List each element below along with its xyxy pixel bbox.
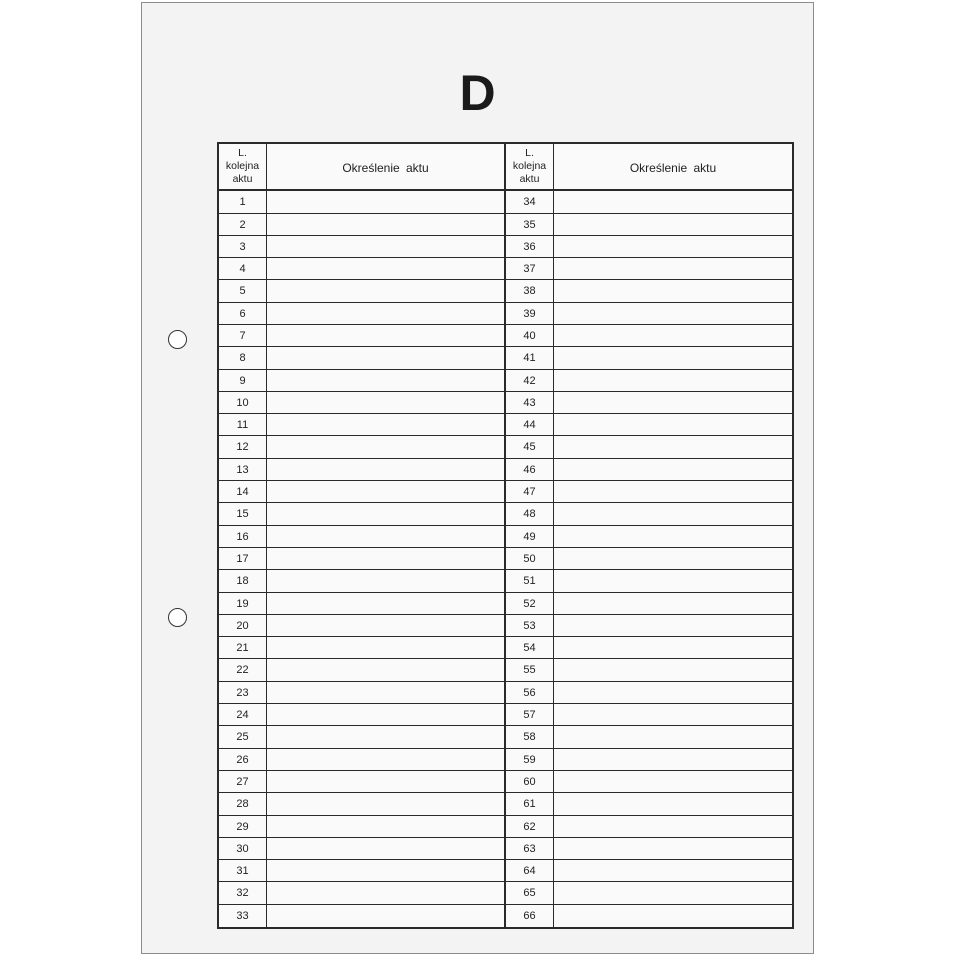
entry-number: 22 — [219, 659, 267, 680]
entry-number: 14 — [219, 481, 267, 502]
register-table — [217, 142, 794, 929]
entry-description-field[interactable] — [554, 905, 792, 927]
entry-description-field[interactable] — [267, 503, 504, 524]
table-row — [506, 771, 792, 793]
table-row — [219, 414, 504, 436]
entry-number: 24 — [219, 704, 267, 725]
entry-number: 62 — [506, 816, 554, 837]
table-row — [506, 392, 792, 414]
table-row — [219, 436, 504, 458]
entry-number: 47 — [506, 481, 554, 502]
entry-description-field[interactable] — [554, 816, 792, 837]
entry-description-field[interactable] — [554, 459, 792, 480]
entry-number: 34 — [506, 191, 554, 212]
table-row — [506, 816, 792, 838]
entry-number: 51 — [506, 570, 554, 591]
entry-number: 13 — [219, 459, 267, 480]
number-header-line: L. — [525, 147, 534, 159]
entry-number: 58 — [506, 726, 554, 747]
entry-number: 17 — [219, 548, 267, 569]
table-row — [219, 771, 504, 793]
entry-number: 19 — [219, 593, 267, 614]
index-letter: D — [459, 65, 496, 121]
entry-description-field[interactable] — [554, 526, 792, 547]
table-row — [219, 347, 504, 369]
entry-description-field[interactable] — [267, 325, 504, 346]
entry-number: 55 — [506, 659, 554, 680]
table-row — [219, 570, 504, 592]
table-row — [219, 593, 504, 615]
number-header-line: aktu — [519, 173, 540, 185]
entry-description-field[interactable] — [267, 481, 504, 502]
table-row — [506, 905, 792, 927]
entry-number: 65 — [506, 882, 554, 903]
table-row — [219, 191, 504, 213]
table-row — [506, 526, 792, 548]
punch-hole-icon — [168, 608, 187, 627]
entry-description-field[interactable] — [267, 280, 504, 301]
entry-description-field[interactable] — [554, 370, 792, 391]
entry-number: 59 — [506, 749, 554, 770]
entry-number: 32 — [219, 882, 267, 903]
entry-description-field[interactable] — [267, 392, 504, 413]
entry-number: 8 — [219, 347, 267, 368]
table-row — [219, 637, 504, 659]
entry-description-field[interactable] — [554, 704, 792, 725]
entry-description-field[interactable] — [267, 659, 504, 680]
register-left-half — [219, 144, 506, 927]
table-row — [506, 325, 792, 347]
entry-description-field[interactable] — [267, 347, 504, 368]
entry-description-field[interactable] — [554, 860, 792, 881]
table-row — [219, 726, 504, 748]
table-row — [219, 214, 504, 236]
entry-description-field[interactable] — [554, 347, 792, 368]
table-row — [219, 749, 504, 771]
entry-number: 10 — [219, 392, 267, 413]
entry-description-field[interactable] — [554, 392, 792, 413]
entry-number: 48 — [506, 503, 554, 524]
table-row — [506, 749, 792, 771]
entry-description-field[interactable] — [267, 191, 504, 212]
entry-number: 53 — [506, 615, 554, 636]
number-header-line: aktu — [232, 173, 253, 185]
table-row — [219, 615, 504, 637]
table-row — [506, 370, 792, 392]
entry-description-field[interactable] — [554, 548, 792, 569]
entry-description-field[interactable] — [554, 771, 792, 792]
table-row — [506, 347, 792, 369]
entry-number: 4 — [219, 258, 267, 279]
entry-number: 20 — [219, 615, 267, 636]
number-header-line: kolejna — [225, 160, 260, 172]
entry-number: 3 — [219, 236, 267, 257]
table-row — [506, 258, 792, 280]
entry-description-field[interactable] — [554, 593, 792, 614]
table-row — [219, 905, 504, 927]
table-row — [506, 303, 792, 325]
entry-description-field[interactable] — [267, 905, 504, 927]
table-row — [219, 392, 504, 414]
entry-number: 28 — [219, 793, 267, 814]
entry-description-field[interactable] — [267, 459, 504, 480]
entry-number: 26 — [219, 749, 267, 770]
entry-description-field[interactable] — [267, 436, 504, 457]
entry-description-field[interactable] — [267, 882, 504, 903]
entry-number: 7 — [219, 325, 267, 346]
entry-number: 64 — [506, 860, 554, 881]
entry-number: 16 — [219, 526, 267, 547]
table-row — [219, 526, 504, 548]
entry-number: 36 — [506, 236, 554, 257]
entry-description-field[interactable] — [267, 860, 504, 881]
number-header-line: L. — [238, 147, 247, 159]
table-row — [219, 236, 504, 258]
entry-description-field[interactable] — [554, 838, 792, 859]
entry-description-field[interactable] — [554, 191, 792, 212]
table-row — [506, 593, 792, 615]
table-row — [219, 303, 504, 325]
table-row — [506, 236, 792, 258]
description-column-header: Określenie aktu — [342, 161, 429, 175]
table-row — [219, 682, 504, 704]
entry-description-field[interactable] — [554, 637, 792, 658]
entry-description-field[interactable] — [554, 414, 792, 435]
table-row — [506, 793, 792, 815]
entry-description-field[interactable] — [554, 726, 792, 747]
entry-description-field[interactable] — [267, 414, 504, 435]
punch-hole-icon — [168, 330, 187, 349]
entry-description-field[interactable] — [554, 258, 792, 279]
entry-number: 43 — [506, 392, 554, 413]
rows-left — [219, 191, 504, 927]
entry-description-field[interactable] — [554, 503, 792, 524]
entry-description-field[interactable] — [554, 325, 792, 346]
entry-description-field[interactable] — [267, 771, 504, 792]
entry-number: 9 — [219, 370, 267, 391]
entry-number: 52 — [506, 593, 554, 614]
entry-number: 60 — [506, 771, 554, 792]
table-row — [219, 838, 504, 860]
table-row — [219, 882, 504, 904]
table-row — [506, 860, 792, 882]
table-row — [506, 503, 792, 525]
number-header-line: kolejna — [512, 160, 547, 172]
entry-description-field[interactable] — [554, 303, 792, 324]
entry-number: 61 — [506, 793, 554, 814]
entry-description-field[interactable] — [267, 548, 504, 569]
entry-number: 25 — [219, 726, 267, 747]
table-row — [219, 481, 504, 503]
table-row — [506, 280, 792, 302]
table-row — [506, 637, 792, 659]
table-row — [219, 459, 504, 481]
entry-number: 12 — [219, 436, 267, 457]
table-row — [506, 615, 792, 637]
entry-number: 30 — [219, 838, 267, 859]
entry-number: 23 — [219, 682, 267, 703]
table-row — [219, 659, 504, 681]
entry-description-field[interactable] — [267, 214, 504, 235]
entry-description-field[interactable] — [267, 303, 504, 324]
entry-description-field[interactable] — [267, 593, 504, 614]
table-row — [506, 570, 792, 592]
entry-number: 18 — [219, 570, 267, 591]
table-row — [506, 838, 792, 860]
table-row — [219, 793, 504, 815]
table-row — [219, 258, 504, 280]
table-row — [506, 682, 792, 704]
table-row — [506, 548, 792, 570]
entry-number: 38 — [506, 280, 554, 301]
entry-number: 1 — [219, 191, 267, 212]
entry-description-field[interactable] — [554, 882, 792, 903]
entry-description-field[interactable] — [554, 236, 792, 257]
description-column-header: Określenie aktu — [629, 161, 717, 175]
entry-description-field[interactable] — [267, 258, 504, 279]
entry-number: 37 — [506, 258, 554, 279]
entry-number: 39 — [506, 303, 554, 324]
entry-number: 6 — [219, 303, 267, 324]
entry-description-field[interactable] — [267, 615, 504, 636]
entry-description-field[interactable] — [267, 749, 504, 770]
entry-number: 41 — [506, 347, 554, 368]
entry-number: 27 — [219, 771, 267, 792]
entry-number: 46 — [506, 459, 554, 480]
entry-number: 42 — [506, 370, 554, 391]
entry-number: 45 — [506, 436, 554, 457]
entry-number: 54 — [506, 637, 554, 658]
entry-number: 40 — [506, 325, 554, 346]
entry-description-field[interactable] — [267, 370, 504, 391]
entry-number: 2 — [219, 214, 267, 235]
entry-number: 29 — [219, 816, 267, 837]
entry-number: 63 — [506, 838, 554, 859]
entry-description-field[interactable] — [554, 682, 792, 703]
entry-number: 35 — [506, 214, 554, 235]
table-row — [219, 280, 504, 302]
entry-description-field[interactable] — [267, 838, 504, 859]
entry-description-field[interactable] — [554, 214, 792, 235]
entry-number: 57 — [506, 704, 554, 725]
register-right-half — [506, 144, 792, 927]
table-row — [506, 436, 792, 458]
entry-description-field[interactable] — [267, 726, 504, 747]
table-row — [506, 459, 792, 481]
entry-description-field[interactable] — [554, 749, 792, 770]
table-row — [219, 704, 504, 726]
rows-right — [506, 191, 792, 927]
entry-description-field[interactable] — [554, 793, 792, 814]
entry-description-field[interactable] — [267, 236, 504, 257]
table-row — [219, 325, 504, 347]
entry-description-field[interactable] — [554, 436, 792, 457]
header-row — [219, 144, 504, 191]
table-row — [219, 816, 504, 838]
entry-description-field[interactable] — [267, 637, 504, 658]
table-row — [506, 214, 792, 236]
table-row — [506, 481, 792, 503]
entry-description-field[interactable] — [267, 704, 504, 725]
entry-description-field[interactable] — [267, 793, 504, 814]
entry-number: 21 — [219, 637, 267, 658]
table-row — [506, 659, 792, 681]
entry-description-field[interactable] — [267, 816, 504, 837]
entry-description-field[interactable] — [267, 570, 504, 591]
entry-description-field[interactable] — [267, 682, 504, 703]
table-row — [506, 726, 792, 748]
document-sheet — [141, 2, 814, 954]
entry-number: 50 — [506, 548, 554, 569]
table-row — [506, 414, 792, 436]
header-row — [506, 144, 792, 191]
entry-description-field[interactable] — [554, 615, 792, 636]
table-row — [506, 191, 792, 213]
table-row — [219, 503, 504, 525]
table-row — [219, 370, 504, 392]
entry-number: 33 — [219, 905, 267, 927]
table-row — [219, 860, 504, 882]
entry-number: 49 — [506, 526, 554, 547]
table-row — [506, 882, 792, 904]
entry-number: 66 — [506, 905, 554, 927]
entry-number: 31 — [219, 860, 267, 881]
entry-description-field[interactable] — [267, 526, 504, 547]
number-column-header — [219, 144, 267, 189]
entry-description-field[interactable] — [554, 570, 792, 591]
entry-description-field[interactable] — [554, 481, 792, 502]
entry-description-field[interactable] — [554, 659, 792, 680]
entry-number: 15 — [219, 503, 267, 524]
entry-number: 44 — [506, 414, 554, 435]
number-column-header — [506, 144, 554, 189]
entry-number: 11 — [219, 414, 267, 435]
entry-number: 56 — [506, 682, 554, 703]
entry-description-field[interactable] — [554, 280, 792, 301]
entry-number: 5 — [219, 280, 267, 301]
table-row — [506, 704, 792, 726]
table-row — [219, 548, 504, 570]
